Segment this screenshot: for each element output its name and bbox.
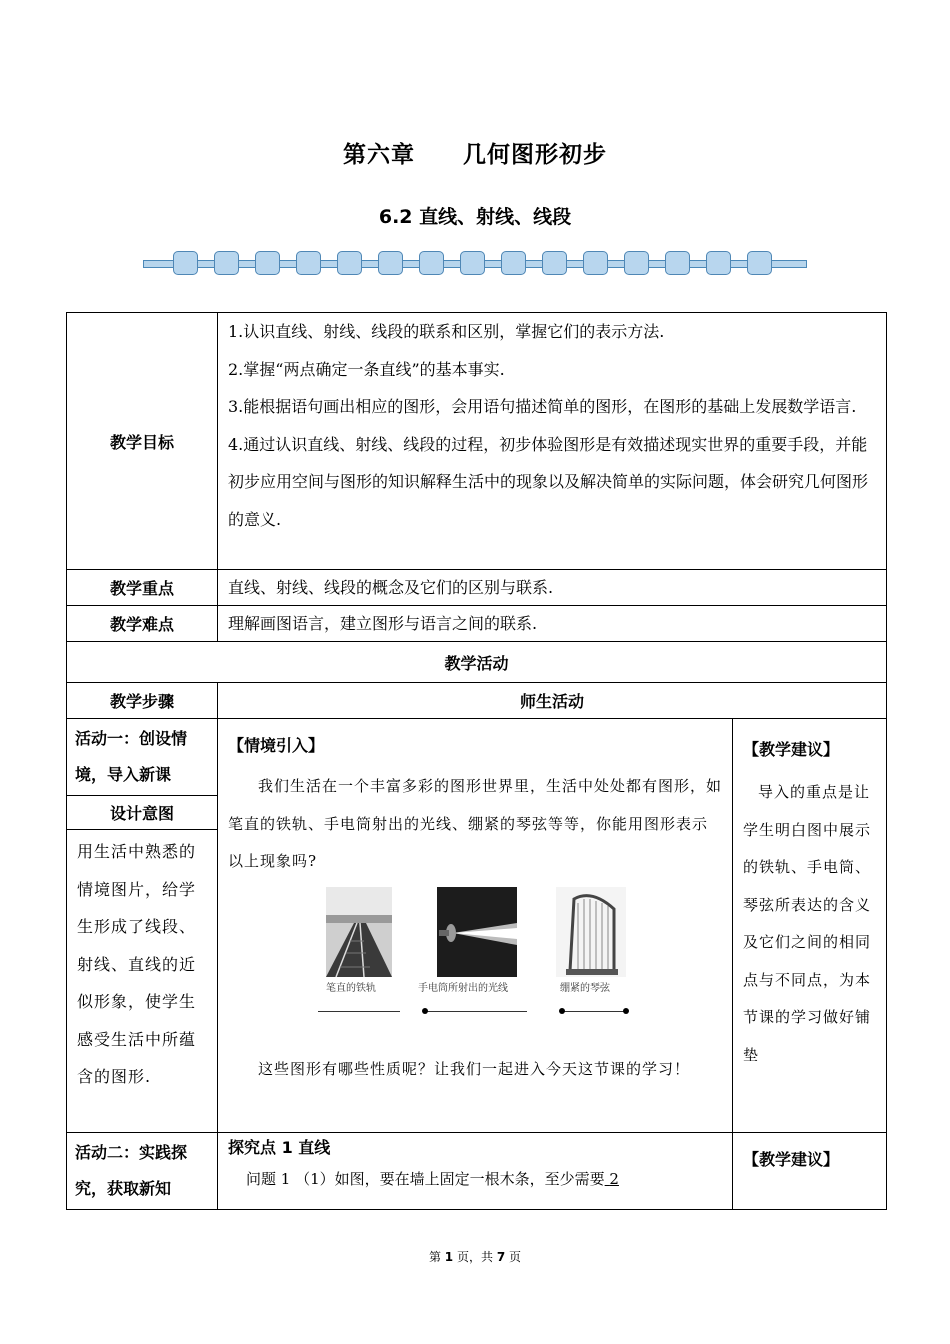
chain-bead [378,251,403,275]
chain-bead [501,251,526,275]
activity1-advice [733,719,887,1133]
lesson-plan-table [66,312,887,1210]
goal-item: 4.通过认识直线、射线、线段的过程，初步体验图形是有效描述现实世界的重要手段，并能初步应用空间与图形的知识解释生活中的现象以及解决简单的实际问题，体会研究几何图形的意义. [228,434,869,529]
page-footer: 第 1 页，共 7 页 [428,1250,522,1264]
goal-item: 2.掌握“两点确定一条直线”的基本事实. [228,359,505,379]
chain-bead [747,251,772,275]
activities-header: 教学活动 [67,642,887,683]
page-number: 1 [444,1250,454,1264]
goals-cell [218,313,887,570]
goal-item: 1.认识直线、射线、线段的联系和区别，掌握它们的表示方法. [228,322,665,341]
steps-header: 教学步骤 [67,683,218,719]
outro-paragraph: 这些图形有哪些性质呢？让我们一起进入今天这节课的学习！ [258,1059,691,1078]
design-label: 设计意图 [67,796,218,830]
page-total: 7 [496,1250,506,1264]
caption-flashlight: 手电筒所射出的光线 [418,982,508,994]
chain-bead [255,251,280,275]
chain-bead [337,251,362,275]
activity2-content [218,1133,733,1210]
chain-bead [460,251,485,275]
flashlight-image [437,887,517,977]
chapter-number: 第六章 [343,142,415,168]
question-1 [228,1161,722,1197]
advice-tag: 【教学建议】 [743,740,840,759]
segment-line [562,1011,626,1012]
question-text: 问题 1 （1）如图，要在墙上固定一根木条，至少需要 [246,1170,605,1188]
chapter-name: 几何图形初步 [463,142,607,168]
line-segment-straight [318,1011,400,1012]
design-intent: 用生活中熟悉的情境图片，给学生形成了线段、射线、直线的近似形象，使学生感受生活中所蕴含的图形. [67,830,218,1133]
chain-bead [706,251,731,275]
difficulty-label: 教学难点 [67,606,218,642]
chain-bead [296,251,321,275]
key-point: 直线、射线、线段的概念及它们的区别与联系. [218,570,887,606]
chain-bead [583,251,608,275]
decorative-chain-divider [143,251,807,277]
advice-tag: 【教学建议】 [743,1150,840,1169]
intro-paragraph: 我们生活在一个丰富多彩的图形世界里，生活中处处都有图形，如笔直的铁轨、手电筒射出的光线、绷紧的琴弦等等，你能用图形表示以上现象吗? [228,777,723,870]
chain-bead [665,251,690,275]
chain-bead [419,251,444,275]
chapter-title [0,136,950,169]
question-answer: 2 [609,1170,619,1188]
goals-label: 教学目标 [67,313,218,570]
ray-line [425,1011,527,1012]
railway-image [326,887,392,977]
activity2-advice [733,1133,887,1210]
scenario-tag: 【情境引入】 [228,736,325,755]
difficulty-point: 理解画图语言，建立图形与语言之间的联系. [218,606,887,642]
segment-endpoint-b [623,1008,629,1014]
chain-bead [214,251,239,275]
chain-bead [624,251,649,275]
activity1-content [218,719,733,1133]
chain-bead [173,251,198,275]
teacher-student-header: 师生活动 [218,683,887,719]
section-title: 6.2 直线、射线、线段 [378,206,572,228]
key-label: 教学重点 [67,570,218,606]
caption-railway: 笔直的铁轨 [326,982,376,994]
caption-harp: 绷紧的琴弦 [560,982,610,994]
segment-endpoint-a [559,1008,565,1014]
advice-text: 导入的重点是让学生明白图中展示的铁轨、手电筒、琴弦所表达的含义及它们之间的相同点与不同点，为本节课的学习做好铺垫 [743,783,872,1064]
goal-item: 3.能根据语句画出相应的图形，会用语句描述简单的图形，在图形的基础上发展数学语言. [228,397,857,416]
chain-bead [542,251,567,275]
explore-point-title: 探究点 1 直线 [228,1138,331,1157]
activity1-title: 活动一：创设情境，导入新课 [67,719,218,796]
ray-endpoint [422,1008,428,1014]
harp-image [556,887,626,977]
activity2-title: 活动二：实践探究，获取新知 [67,1133,218,1210]
scenario-images [228,887,722,1047]
